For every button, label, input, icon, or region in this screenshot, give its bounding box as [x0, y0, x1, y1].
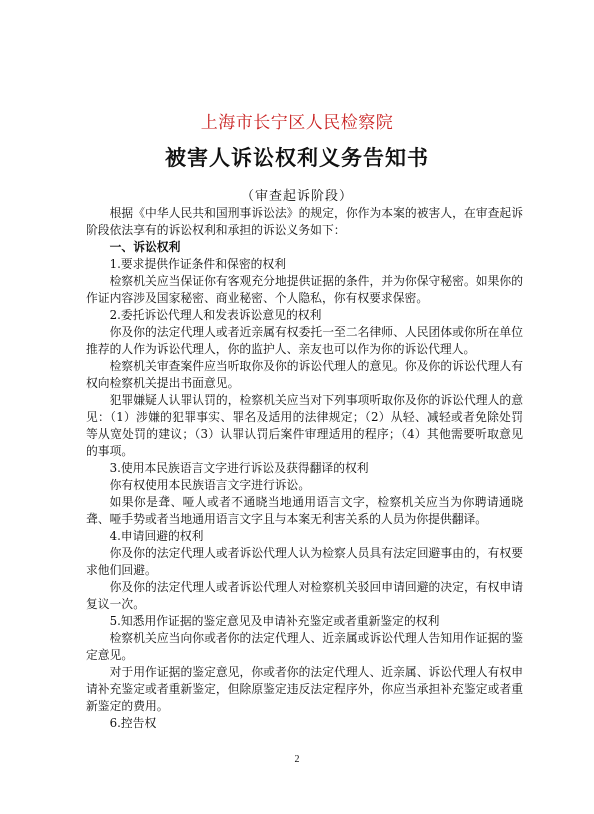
- body-paragraph: 你有权使用本民族语言文字进行诉讼。: [109, 478, 311, 492]
- page-number: 2: [294, 754, 300, 765]
- subsection-heading: 3.使用本民族语言文字进行诉讼及获得翻译的权利: [109, 461, 369, 475]
- subsection-heading: 6.控告权: [109, 716, 157, 730]
- body-paragraph: 你及你的法定代理人或者诉讼代理人对检察机关驳回申请回避的决定，有权申请复议一次。: [86, 580, 523, 611]
- body-paragraph: 犯罪嫌疑人认罪认罚的，检察机关应当对下列事项听取你及你的诉讼代理人的意见：（1）涉嫌的犯罪事实、罪名及适用的法律规定；（2）从轻、减轻或者免除处罚等从宽处罚的建议；（3）认罪认罚后案件审理适用的程序；（4）其他需要听取意见的事项。: [86, 393, 523, 458]
- section-heading: 一、诉讼权利: [109, 240, 181, 254]
- body-paragraph: 如果你是聋、哑人或者不通晓当地通用语言文字，检察机关应当为你聘请通晓聋、哑手势或者当地通用语言文字且与本案无利害关系的人员为你提供翻译。: [86, 495, 523, 526]
- document-title: 被害人诉讼权利义务告知书: [165, 145, 429, 170]
- body-paragraph: 检察机关应当保证你有客观充分地提供证据的条件，并为你保守秘密。如果你的作证内容涉及国家秘密、商业秘密、个人隐私，你有权要求保密。: [86, 274, 523, 305]
- subsection-heading: 2.委托诉讼代理人和发表诉讼意见的权利: [109, 308, 322, 322]
- body-paragraph: 你及你的法定代理人或者近亲属有权委托一至二名律师、人民团体或你所在单位推荐的人作为诉讼代理人，你的监护人、亲友也可以作为你的诉讼代理人。: [86, 325, 523, 356]
- intro-paragraph: 根据《中华人民共和国刑事诉讼法》的规定，你作为本案的被害人，在审查起诉阶段依法享有的诉讼权利和承担的诉讼义务如下：: [86, 206, 523, 237]
- subsection-heading: 4.申请回避的权利: [109, 529, 204, 543]
- body-paragraph: 检察机关审查案件应当听取你及你的诉讼代理人的意见。你及你的诉讼代理人有权向检察机关提出书面意见。: [86, 359, 523, 390]
- organization-name: 上海市长宁区人民检察院: [200, 113, 394, 133]
- body-paragraph: 你及你的法定代理人或者诉讼代理人认为检察人员具有法定回避事由的，有权要求他们回避。: [86, 546, 523, 577]
- subsection-heading: 1.要求提供作证条件和保密的权利: [109, 257, 287, 271]
- subsection-heading: 5.知悉用作证据的鉴定意见及申请补充鉴定或者重新鉴定的权利: [109, 614, 440, 628]
- body-paragraph: 检察机关应当向你或者你的法定代理人、近亲属或诉讼代理人告知用作证据的鉴定意见。: [86, 631, 523, 662]
- document-body: [86, 205, 523, 732]
- stage-subtitle: （审查起诉阶段）: [240, 189, 353, 204]
- body-paragraph: 对于用作证据的鉴定意见，你或者你的法定代理人、近亲属、诉讼代理人有权申请补充鉴定或者重新鉴定，但除原鉴定违反法定程序外，你应当承担补充鉴定或者重新鉴定的费用。: [86, 665, 523, 713]
